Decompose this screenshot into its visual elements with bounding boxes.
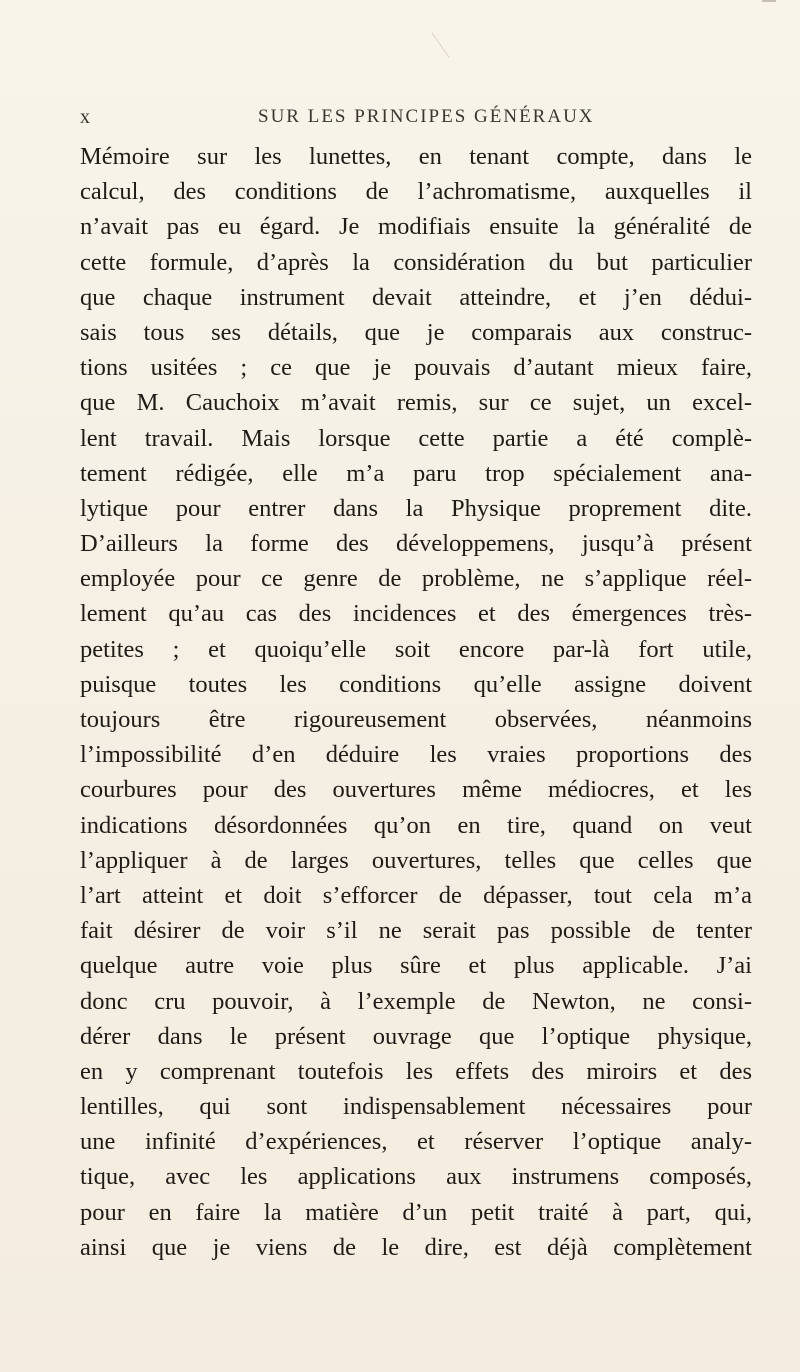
text-line: petites ; et quoiqu’elle soit encore par-là fort utile, <box>80 635 752 663</box>
text-line: D’ailleurs la forme des développemens, jusqu’à présent <box>80 530 752 558</box>
text-line: toujours être rigoureusement observées, néanmoins <box>80 706 752 733</box>
text-line: employée pour ce genre de problème, ne s’applique réel- <box>80 565 752 593</box>
text-line: en y comprenant toutefois les effets des miroirs et des <box>80 1057 752 1085</box>
text-line: lement qu’au cas des incidences et des émergences très- <box>80 600 752 628</box>
text-line: Mémoire sur les lunettes, en tenant compte, dans le <box>80 143 752 170</box>
running-title: SUR LES PRINCIPES GÉNÉRAUX <box>258 106 595 127</box>
text-line: tique, avec les applications aux instrumens composés, <box>80 1163 752 1191</box>
text-line: pour en faire la matière d’un petit traité à part, qui, <box>80 1198 752 1226</box>
text-line: cette formule, d’après la considération du but particulier <box>80 248 752 276</box>
text-line: que M. Cauchoix m’avait remis, sur ce sujet, un excel- <box>80 389 752 417</box>
text-line: ainsi que je viens de le dire, est déjà complètement <box>80 1233 752 1261</box>
text-line: calcul, des conditions de l’achromatisme, auxquelles il <box>80 178 752 206</box>
text-line: l’art atteint et doit s’efforcer de dépasser, tout cela m’a <box>80 881 752 909</box>
text-line: lytique pour entrer dans la Physique proprement dite. <box>80 494 752 522</box>
text-line: tement rédigée, elle m’a paru trop spécialement ana- <box>80 459 752 487</box>
text-line: dérer dans le présent ouvrage que l’optique physique, <box>80 1022 752 1050</box>
text-line: puisque toutes les conditions qu’elle assigne doivent <box>80 670 752 698</box>
text-line: lent travail. Mais lorsque cette partie a été complè- <box>80 424 752 452</box>
text-line: courbures pour des ouvertures même médiocres, et les <box>80 776 752 804</box>
text-line: fait désirer de voir s’il ne serait pas possible de tenter <box>80 917 752 945</box>
body-text <box>80 139 752 1265</box>
text-line: l’impossibilité d’en déduire les vraies proportions des <box>80 741 752 769</box>
running-head <box>80 106 732 136</box>
text-line: donc cru pouvoir, à l’exemple de Newton, ne consi- <box>80 987 752 1015</box>
text-line: indications désordonnées qu’on en tire, quand on veut <box>80 811 752 839</box>
page-edge-mark <box>762 0 776 2</box>
text-line: n’avait pas eu égard. Je modifiais ensuite la généralité de <box>80 213 752 241</box>
text-line: que chaque instrument devait atteindre, et j’en dédui- <box>80 283 752 311</box>
text-line: lentilles, qui sont indispensablement nécessaires pour <box>80 1093 752 1121</box>
page-number: x <box>80 106 91 128</box>
paper-crease-mark <box>431 32 449 57</box>
text-line: tions usitées ; ce que je pouvais d’autant mieux faire, <box>80 354 752 382</box>
text-line: sais tous ses détails, que je comparais aux construc- <box>80 318 752 346</box>
text-line: une infinité d’expériences, et réserver l’optique analy- <box>80 1128 752 1156</box>
text-line: quelque autre voie plus sûre et plus applicable. J’ai <box>80 952 752 980</box>
text-line: l’appliquer à de larges ouvertures, telles que celles que <box>80 846 752 874</box>
